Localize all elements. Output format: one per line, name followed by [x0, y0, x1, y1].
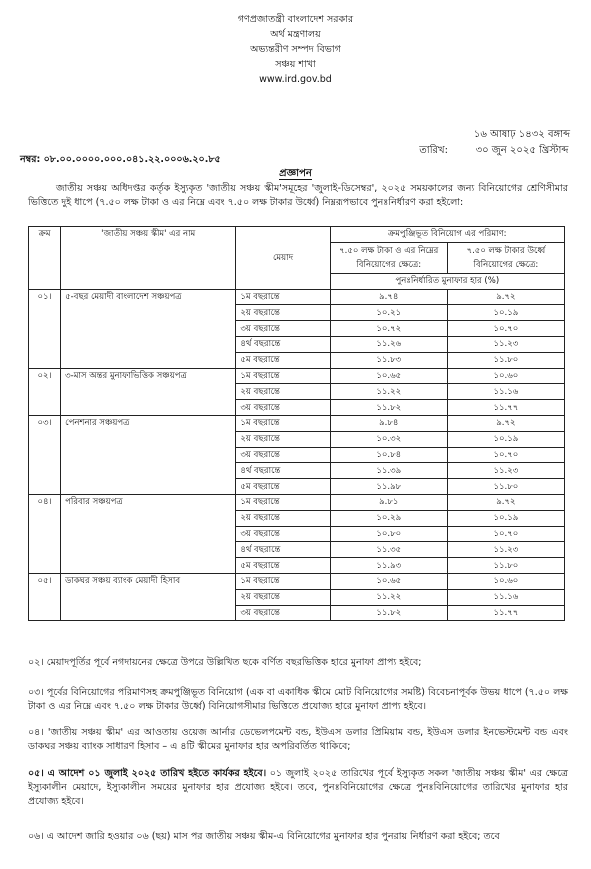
- term-cell: ৪র্থ বছরান্তে: [236, 336, 330, 352]
- title-text: প্রজ্ঞাপন: [279, 168, 312, 179]
- rate-low-cell: ১০.৭২: [330, 321, 447, 337]
- term-cell: ২য় বছরান্তে: [236, 305, 330, 321]
- rate-low-cell: ১১.৮৩: [330, 352, 447, 368]
- rate-low-cell: ১১.২২: [330, 589, 447, 605]
- paragraph-4: ০৪। 'জাতীয় সঞ্চয় স্কীম' এর আওতায় ওয়েজ আর্নার ডেভেলপমেন্ট বন্ড, ইউএস ডলার প্রিমিয়াম বন্ড, ইউএস ডলার ইনভেস্টমেন্ট বন্ড এবং ডাকঘর সঞ্চয় ব্যাংক সাধারণ হিসাব – এ ৪টি স্কীমের মুনাফার হার অপরিবর্তিত থাকিবে;: [28, 727, 568, 752]
- date-block: [404, 127, 591, 159]
- memo-number: নম্বর: ০৮.০০.০০০০.০০০.০৪১.২২.০০০৬.২০.৮৫: [20, 154, 221, 165]
- scheme-sl: ০৫।: [29, 573, 61, 620]
- rate-low-cell: ১১.৯৩: [330, 558, 447, 574]
- scheme-name: ডাকঘর সঞ্চয় ব্যাংক মেয়াদী হিসাব: [61, 573, 236, 620]
- rate-low-cell: ৯.৭৪: [330, 289, 447, 305]
- rate-low-cell: ১০.২১: [330, 305, 447, 321]
- rate-low-cell: ৯.৮১: [330, 494, 447, 510]
- col-header-rate-low: ৭.৫০ লক্ষ টাকা ও এর নিম্নের বিনিয়োগের ক্ষেত্রে:: [330, 242, 447, 273]
- term-cell: ১ম বছরান্তে: [236, 494, 330, 510]
- rate-high-cell: ১০.৬০: [447, 368, 564, 384]
- term-cell: ৩য় বছরান্তে: [236, 321, 330, 337]
- scheme-name: ৩-মাস অন্তর মুনাফাভিত্তিক সঞ্চয়পত্র: [61, 368, 236, 415]
- date-bangla: ১৬ আষাঢ় ১৪৩২ বঙ্গাব্দ: [473, 129, 571, 140]
- rates-body: [29, 289, 565, 621]
- term-cell: ৫ম বছরান্তে: [236, 558, 330, 574]
- rate-low-cell: ১০.৬৫: [330, 573, 447, 589]
- intro-paragraph: জাতীয় সঞ্চয় অধিদপ্তর কর্তৃক ইস্যুকৃত 'জাতীয় সঞ্চয় স্কীম'সমূহের 'জুলাই-ডিসেম্বর', ২০২৫ সময়কালের জন্য বিনিয়োগের শ্রেণিসীমার ভিত্তিতে দুই ধাপে (৭.৫০ লক্ষ টাকা ও এর নিম্নে এবং ৭.৫০ লক্ষ টাকার উর্ধ্বে) নিম্নরূপভাবে পুনঃনির্ধারণ করা হইলো:: [28, 183, 568, 208]
- rate-low-cell: ১০.৮০: [330, 526, 447, 542]
- scheme-sl: ০৪।: [29, 494, 61, 573]
- paragraph-5-text: ০১ জুলাই ২০২৫ তারিখের পূর্বে ইস্যুকৃত সকল 'জাতীয় সঞ্চয় স্কীম' এর ক্ষেত্রে ইস্যুকালীন মেয়াদে, ইস্যুকালীন সময়ের মুনাফার হার প্রযোজ্য হইবে। তবে, পুনঃবিনিয়োগের ক্ষেত্রে পুনঃবিনিয়োগের তারিখের মুনাফার হার প্রযোজ্য হইবে।: [28, 768, 568, 807]
- page-title: [0, 166, 591, 183]
- division-name: অভ্যন্তরীণ সম্পদ বিভাগ: [250, 44, 341, 55]
- rate-high-cell: ১১.৮০: [447, 479, 564, 495]
- col-header-rate-label: পুনঃনির্ধারিত মুনাফার হার (%): [330, 273, 564, 289]
- rate-high-cell: ১০.১৯: [447, 431, 564, 447]
- rate-low-cell: ১০.৩২: [330, 431, 447, 447]
- rate-low-cell: ১১.৮২: [330, 605, 447, 621]
- scheme-name: পরিবার সঞ্চয়পত্র: [61, 494, 236, 573]
- scheme-sl: ০৩।: [29, 415, 61, 494]
- term-cell: ২য় বছরান্তে: [236, 384, 330, 400]
- rate-high-cell: ১১.২৩: [447, 542, 564, 558]
- term-cell: ৩য় বছরান্তে: [236, 400, 330, 416]
- rate-low-cell: ১১.৩৫: [330, 542, 447, 558]
- term-cell: ৫ম বছরান্তে: [236, 479, 330, 495]
- rate-high-cell: ১০.৬০: [447, 573, 564, 589]
- term-cell: ৩য় বছরান্তে: [236, 605, 330, 621]
- rate-high-cell: ৯.৭২: [447, 415, 564, 431]
- rate-low-cell: ১১.২৬: [330, 336, 447, 352]
- col-header-sl: ক্রম: [29, 227, 61, 290]
- rate-low-cell: ১০.২৯: [330, 510, 447, 526]
- term-cell: ১ম বছরান্তে: [236, 289, 330, 305]
- rate-low-cell: ১০.৬৫: [330, 368, 447, 384]
- term-cell: ৩য় বছরান্তে: [236, 447, 330, 463]
- scheme-sl: ০২।: [29, 368, 61, 415]
- rate-high-cell: ১০.৭০: [447, 447, 564, 463]
- table-row: [29, 368, 565, 384]
- rate-high-cell: ১১.২৩: [447, 336, 564, 352]
- paragraph-2: ০২। মেয়াদপূর্তির পূর্বে নগদায়নের ক্ষেত্রে উপরে উল্লিখিত ছকে বর্ণিত বছরভিত্তিক হারে মুনাফা প্রাপ্য হইবে;: [28, 657, 422, 668]
- letterhead: [0, 12, 591, 87]
- rate-high-cell: ১০.৭০: [447, 526, 564, 542]
- col-header-term: মেয়াদ: [236, 227, 330, 290]
- term-cell: ৪র্থ বছরান্তে: [236, 463, 330, 479]
- rate-high-cell: ১১.১৬: [447, 589, 564, 605]
- col-header-name: 'জাতীয় সঞ্চয় স্কীম' এর নাম: [61, 227, 236, 290]
- scheme-sl: ০১।: [29, 289, 61, 368]
- rate-high-cell: ১১.১৬: [447, 384, 564, 400]
- rate-high-cell: ১০.১৯: [447, 510, 564, 526]
- term-cell: ৩য় বছরান্তে: [236, 526, 330, 542]
- rate-low-cell: ১১.৮২: [330, 400, 447, 416]
- term-cell: ১ম বছরান্তে: [236, 368, 330, 384]
- term-cell: ২য় বছরান্তে: [236, 431, 330, 447]
- rate-low-cell: ১১.২২: [330, 384, 447, 400]
- term-cell: ১ম বছরান্তে: [236, 415, 330, 431]
- rate-high-cell: ১০.১৯: [447, 305, 564, 321]
- term-cell: ৪র্থ বছরান্তে: [236, 542, 330, 558]
- date-english: ৩০ জুন ২০২৫ খ্রিস্টাব্দ: [475, 145, 569, 156]
- rates-table: [28, 226, 565, 621]
- col-header-rate-high: ৭.৫০ লক্ষ টাকার উর্ধ্বে বিনিয়োগের ক্ষেত্রে:: [447, 242, 564, 273]
- paragraph-3: ০৩। পূর্বের বিনিয়োগের পরিমাণসহ ক্রমপুঞ্জিভূত বিনিয়োগ (এক বা একাধিক স্কীমে মোট বিনিয়োগের সমষ্টি) বিবেচনাপূর্বক উভয় ধাপে (৭.৫০ লক্ষ টাকা ও এর নিম্নে এবং ৭.৫০ লক্ষ টাকার উর্ধ্বে) বিনিয়োগসীমার ভিত্তিতে প্রযোজ্য হারে মুনাফা প্রাপ্য হইবে।: [28, 687, 568, 712]
- government-name: গণপ্রজাতন্ত্রী বাংলাদেশ সরকার: [237, 14, 354, 25]
- rate-high-cell: ১০.৭০: [447, 321, 564, 337]
- date-label: তারিখ:: [419, 145, 448, 156]
- table-row: [29, 494, 565, 510]
- col-header-invest: ক্রমপুঞ্জিভূত বিনিয়োগ এর পরিমাণ:: [330, 227, 564, 243]
- rate-low-cell: ১১.৩৯: [330, 463, 447, 479]
- rate-high-cell: ১১.৭৭: [447, 400, 564, 416]
- table-row: [29, 573, 565, 589]
- term-cell: ৫ম বছরান্তে: [236, 352, 330, 368]
- paragraph-5-bold: ০৫। এ আদেশ ০১ জুলাই ২০২৫ তারিখ হইতে কার্যকর হইবে।: [28, 768, 267, 779]
- rate-high-cell: ৯.৭২: [447, 289, 564, 305]
- website-link[interactable]: www.ird.gov.bd: [259, 74, 332, 85]
- scheme-name: পেনশনার সঞ্চয়পত্র: [61, 415, 236, 494]
- rate-low-cell: ৯.৮৪: [330, 415, 447, 431]
- rate-high-cell: ৯.৭২: [447, 494, 564, 510]
- rate-low-cell: ১১.৯৮: [330, 479, 447, 495]
- table-row: [29, 415, 565, 431]
- term-cell: ২য় বছরান্তে: [236, 510, 330, 526]
- paragraph-6: ০৬। এ আদেশ জারি হওয়ার ০৬ (ছয়) মাস পর জাতীয় সঞ্চয় স্কীম-এ বিনিয়োগের মুনাফার হার পুনরায় নির্ধারণ করা হইবে; তবে: [28, 831, 500, 842]
- rate-high-cell: ১১.৮০: [447, 352, 564, 368]
- rate-high-cell: ১১.২৩: [447, 463, 564, 479]
- table-row: [29, 289, 565, 305]
- term-cell: ১ম বছরান্তে: [236, 573, 330, 589]
- term-cell: ২য় বছরান্তে: [236, 589, 330, 605]
- rate-low-cell: ১০.৮৪: [330, 447, 447, 463]
- scheme-name: ৫-বছর মেয়াদী বাংলাদেশ সঞ্চয়পত্র: [61, 289, 236, 368]
- paragraph-5: [28, 767, 568, 809]
- branch-name: সঞ্চয় শাখা: [275, 59, 316, 70]
- ministry-name: অর্থ মন্ত্রণালয়: [270, 29, 321, 40]
- rate-high-cell: ১১.৮০: [447, 558, 564, 574]
- rate-high-cell: ১১.৭৭: [447, 605, 564, 621]
